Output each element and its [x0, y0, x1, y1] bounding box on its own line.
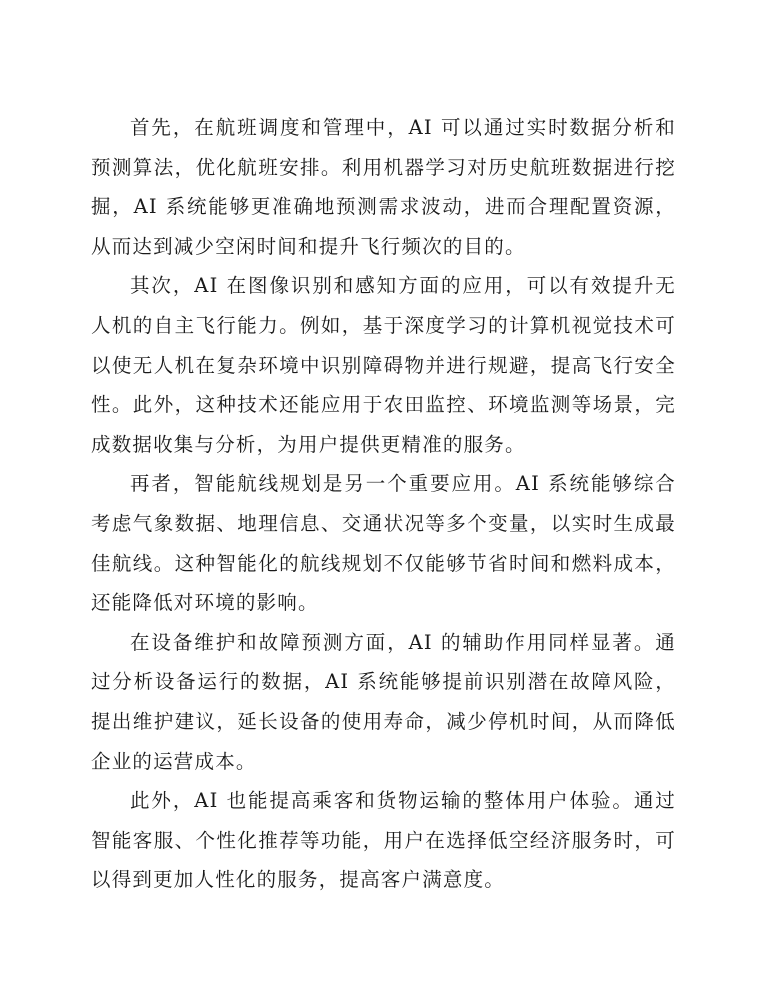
paragraph-flight-scheduling: 首先，在航班调度和管理中，AI 可以通过实时数据分析和预测算法，优化航班安排。利用机器学习对历史航班数据进行挖掘，AI 系统能够更准确地预测需求波动，进而合理配置资源，从而达到减少空闲时间和提升飞行频次的目的。	[91, 116, 676, 258]
paragraph-user-experience: 此外，AI 也能提高乘客和货物运输的整体用户体验。通过智能客服、个性化推荐等功能，用户在选择低空经济服务时，可以得到更加人性化的服务，提高客户满意度。	[91, 789, 676, 892]
document-body	[91, 108, 676, 900]
paragraph-route-planning: 再者，智能航线规划是另一个重要应用。AI 系统能够综合考虑气象数据、地理信息、交通状况等多个变量，以实时生成最佳航线。这种智能化的航线规划不仅能够节省时间和燃料成本，还能降低对环境的影响。	[91, 472, 676, 615]
paragraph-image-recognition: 其次，AI 在图像识别和感知方面的应用，可以有效提升无人机的自主飞行能力。例如，基于深度学习的计算机视觉技术可以使无人机在复杂环境中识别障碍物并进行规避，提高飞行安全性。此外，这种技术还能应用于农田监控、环境监测等场景，完成数据收集与分析，为用户提供更精准的服务。	[91, 274, 676, 456]
paragraph-maintenance-prediction: 在设备维护和故障预测方面，AI 的辅助作用同样显著。通过分析设备运行的数据，AI 系统能够提前识别潜在故障风险，提出维护建议，延长设备的使用寿命，减少停机时间，从而降低企业的运营成本。	[91, 630, 676, 773]
